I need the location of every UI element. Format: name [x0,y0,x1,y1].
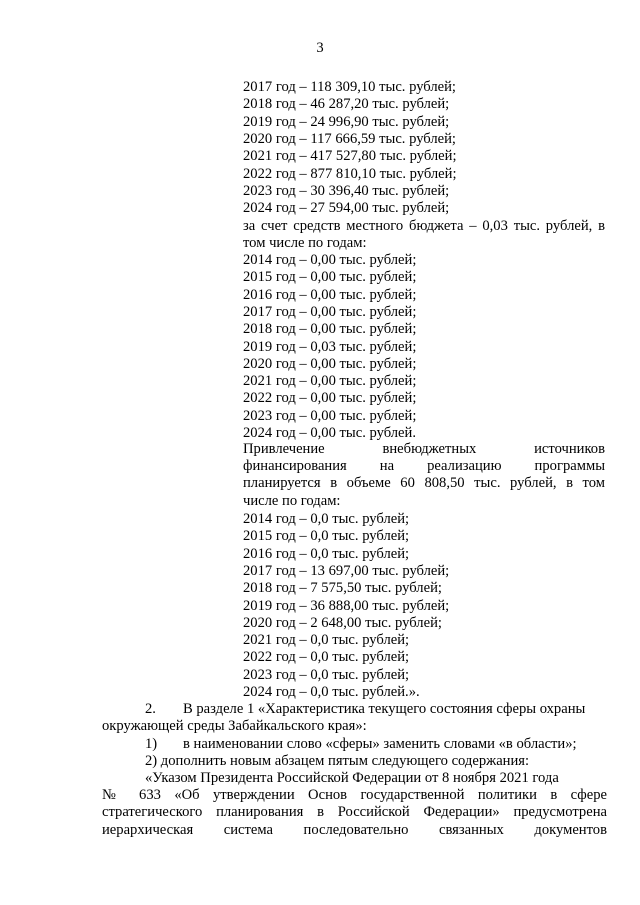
local-budget-intro [243,218,605,252]
subitem-1-text: в наименовании слово «сферы» заменить словами «в области»; [183,736,577,752]
extrabudgetary-year-line: 2022 год – 0,0 тыс. рублей; [243,649,410,666]
extrabudgetary-year-line: 2016 год – 0,0 тыс. рублей; [243,545,410,562]
regional-budget-year-line: 2023 год – 30 396,40 тыс. рублей; [243,182,450,199]
extrabudgetary-year-line: 2023 год – 0,0 тыс. рублей; [243,666,410,683]
item-2-line-2: окружающей среды Забайкальского края»: [102,718,367,734]
local-budget-year-line: 2018 год – 0,00 тыс. рублей; [243,321,417,338]
local-intro-line-2: том числе по годам: [243,235,367,252]
item-2-number: 2. [145,701,156,717]
regional-budget-year-line: 2021 год – 417 527,80 тыс. рублей; [243,148,457,165]
local-budget-year-line: 2014 год – 0,00 тыс. рублей; [243,252,417,268]
local-budget-year-line: 2021 год – 0,00 тыс. рублей; [243,373,417,390]
extrabudgetary-year-line: 2021 год – 0,0 тыс. рублей; [243,632,410,649]
extrabudgetary-year-line: 2015 год – 0,0 тыс. рублей; [243,528,410,545]
regional-budget-year-line: 2022 год – 877 810,10 тыс. рублей; [243,165,457,182]
extrabudgetary-year-line: 2019 год – 36 888,00 тыс. рублей; [243,597,450,614]
extrabudgetary-year-line: 2024 год – 0,0 тыс. рублей.». [243,684,420,700]
regional-budget-year-line: 2018 год – 46 287,20 тыс. рублей; [243,96,450,113]
local-budget-year-line: 2015 год – 0,00 тыс. рублей; [243,269,417,286]
regional-budget-year-line: 2017 год – 118 309,10 тыс. рублей; [243,79,456,95]
quote-line-1: «Указом Президента Российской Федерации от 8 ноября 2021 года [145,770,559,786]
extra-intro-line-1: Привлечение внебюджетных источников [243,441,605,457]
extrabudgetary-year-line: 2018 год – 7 575,50 тыс. рублей; [243,580,442,597]
extra-intro-line-2: финансирования на реализацию программы [243,458,605,475]
extrabudgetary-year-line: 2017 год – 13 697,00 тыс. рублей; [243,562,450,579]
quote-line-3: стратегического планирования в Российской Федерации» предусмотрена [102,804,607,820]
subitem-1-number: 1) [145,736,158,752]
local-budget-year-line: 2020 год – 0,00 тыс. рублей; [243,355,417,372]
subitem-2-text: 2) дополнить новым абзацем пятым следующего содержания: [145,753,530,769]
extrabudgetary-intro [243,441,605,510]
quote-line-4: иерархическая система последовательно связанных документов [102,822,607,838]
extra-intro-line-3: планируется в объеме 60 808,50 тыс. рублей, в том [243,475,605,492]
local-budget-year-line: 2016 год – 0,00 тыс. рублей; [243,286,417,303]
local-budget-year-line: 2024 год – 0,00 тыс. рублей. [243,425,416,441]
item-2-line-1: В разделе 1 «Характеристика текущего состояния сферы охраны [183,701,586,717]
page-number: 3 [316,40,324,56]
regional-budget-year-line: 2019 год – 24 996,90 тыс. рублей; [243,113,450,130]
extrabudgetary-year-line: 2014 год – 0,0 тыс. рублей; [243,511,410,527]
local-budget-year-line: 2017 год – 0,00 тыс. рублей; [243,303,417,320]
local-budget-year-line: 2019 год – 0,03 тыс. рублей; [243,338,417,355]
local-budget-year-line: 2023 год – 0,00 тыс. рублей; [243,407,417,424]
regional-budget-year-line: 2020 год – 117 666,59 тыс. рублей; [243,130,456,147]
quote-line-2: № 633 «Об утверждении Основ государственной политики в сфере [102,787,607,803]
regional-budget-year-line: 2024 год – 27 594,00 тыс. рублей; [243,200,450,217]
local-budget-year-line: 2022 год – 0,00 тыс. рублей; [243,390,417,407]
extrabudgetary-year-line: 2020 год – 2 648,00 тыс. рублей; [243,614,442,631]
local-intro-line-1: за счет средств местного бюджета – 0,03 тыс. рублей, в [243,218,605,234]
extra-intro-line-4: числе по годам: [243,492,341,509]
